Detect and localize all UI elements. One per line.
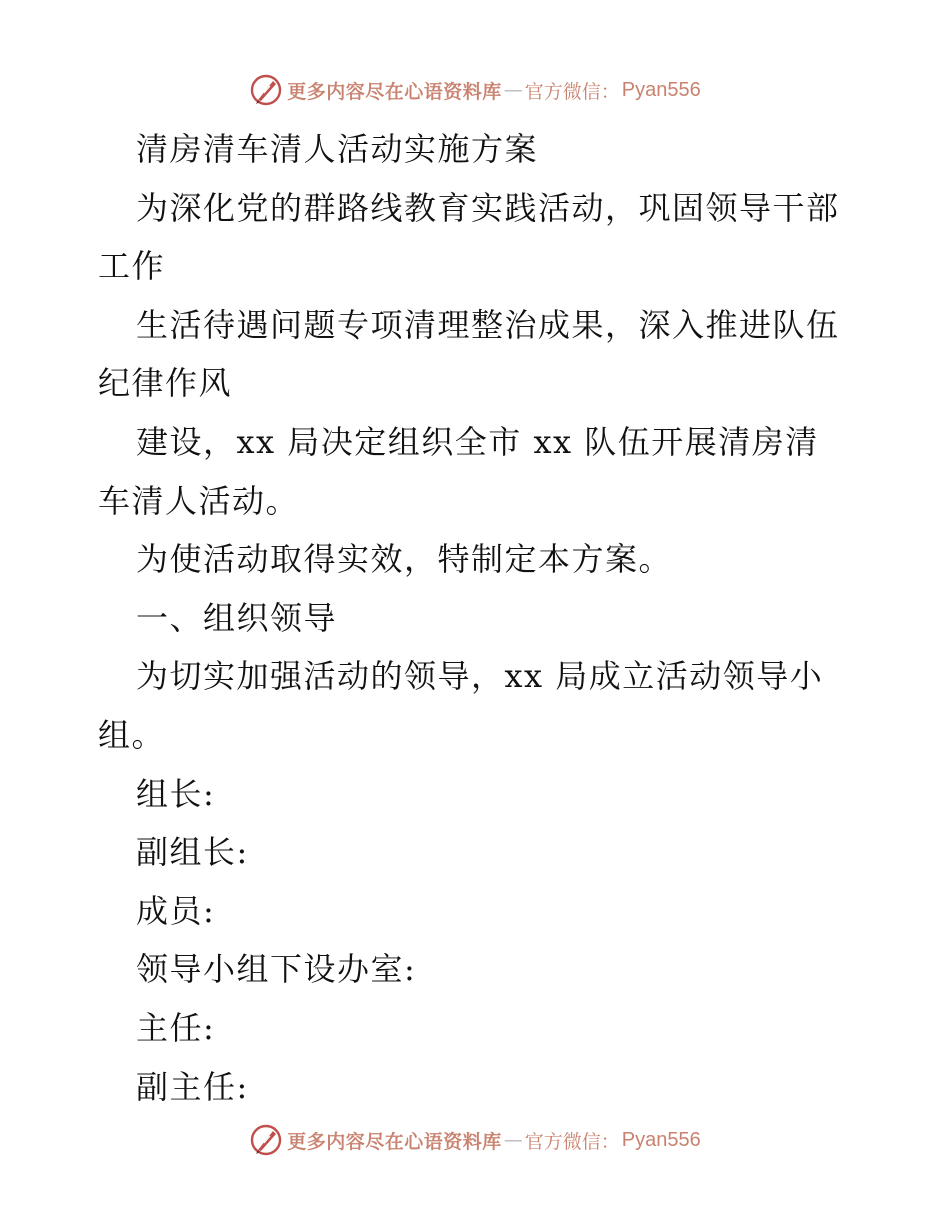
paragraph-line: 为使活动取得实效，特制定本方案。 <box>136 540 673 579</box>
footer-dash: — <box>503 1129 523 1151</box>
field-director: 主任: <box>136 1008 216 1047</box>
paragraph-line: 车清人活动。 <box>98 481 300 520</box>
paragraph-line: 建设，xx 局决定组织全市 xx 队伍开展清房清 <box>136 422 819 461</box>
paragraph-line: 生活待遇问题专项清理整治成果，深入推进队伍 <box>136 305 840 344</box>
paragraph-line: 组。 <box>98 715 166 754</box>
field-deputy-director: 副主任: <box>136 1067 249 1106</box>
field-leader: 组长: <box>136 774 216 813</box>
document-body <box>98 120 858 1116</box>
header-dash: — <box>503 79 523 101</box>
document-title: 清房清车清人活动实施方案 <box>136 130 539 168</box>
paragraph-line: 纪律作风 <box>98 364 233 403</box>
header-watermark-banner <box>0 70 950 110</box>
header-wechat-id: Pyan556 <box>621 78 701 101</box>
header-banner-inner <box>249 73 701 107</box>
footer-official-label: 官方微信： <box>524 1130 620 1153</box>
footer-watermark-banner <box>0 1120 950 1160</box>
quill-pen-logo-icon <box>249 73 283 107</box>
header-official-label: 官方微信： <box>524 80 620 103</box>
field-members: 成员: <box>136 891 216 930</box>
footer-banner-inner <box>249 1123 701 1157</box>
paragraph-line: 为切实加强活动的领导，xx 局成立活动领导小 <box>136 657 824 696</box>
section-heading: 一、组织领导 <box>136 598 338 637</box>
header-brand-text: 更多内容尽在心语资料库 <box>287 80 502 103</box>
field-office: 领导小组下设办室: <box>136 950 417 989</box>
footer-brand-text: 更多内容尽在心语资料库 <box>287 1130 502 1153</box>
footer-wechat-id: Pyan556 <box>621 1128 701 1151</box>
paragraph-line: 为深化党的群路线教育实践活动，巩固领导干部 <box>136 188 840 227</box>
quill-pen-logo-icon <box>249 1123 283 1157</box>
field-deputy-leader: 副组长: <box>136 833 249 872</box>
paragraph-line: 工作 <box>98 247 166 286</box>
